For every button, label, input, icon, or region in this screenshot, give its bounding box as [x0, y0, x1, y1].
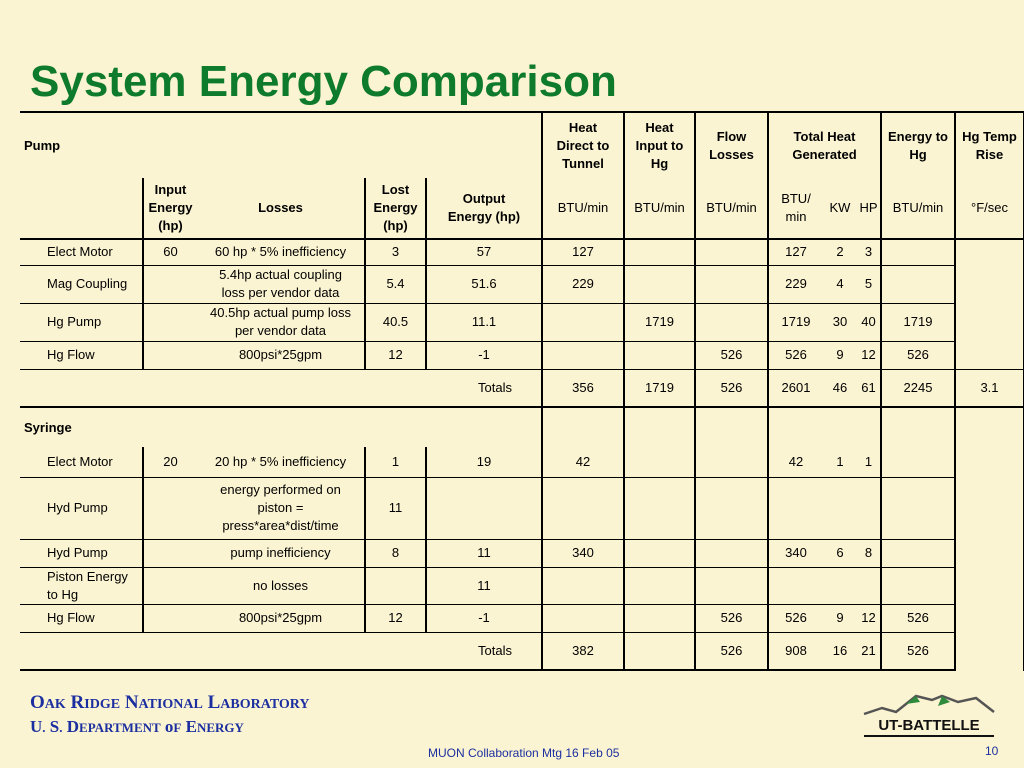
total-hp-value: 40: [857, 303, 881, 341]
heat-direct-value: [542, 477, 624, 539]
losses-note: [197, 477, 365, 539]
table-row: [20, 539, 1024, 567]
total-btu-value: 127: [768, 239, 823, 265]
cell-line: 40.5hp actual pump loss: [210, 305, 351, 320]
table-row: [20, 407, 1024, 447]
org-line: OAK RIDGE NATIONAL LABORATORY: [30, 692, 310, 713]
losses-note: [197, 539, 365, 567]
total-btu-value: [768, 477, 823, 539]
ut-battelle-logo: [858, 692, 1000, 738]
output-energy-value: 11: [426, 539, 542, 567]
heat-direct-value: 127: [542, 239, 624, 265]
total-hp-value: [857, 567, 881, 604]
flow-losses-value: 526: [695, 604, 768, 632]
heat-input-value: 1719: [624, 303, 695, 341]
energy-comparison-table: [20, 111, 1024, 671]
heat-input-header: [624, 112, 695, 178]
hg-temp-value: [955, 239, 1024, 369]
cell-line: no losses: [253, 577, 308, 593]
flow-losses-value: [695, 567, 768, 604]
lost-energy-header: [365, 178, 426, 239]
output-energy-value: -1: [426, 341, 542, 369]
total-hp-value: 12: [857, 604, 881, 632]
row-name: Piston Energy to Hg: [20, 567, 143, 604]
losses-note: [197, 447, 365, 477]
table-cell: [881, 407, 955, 447]
unit-label: BTU/min: [542, 178, 624, 239]
heat-input-total: 1719: [624, 369, 695, 407]
energy-to-hg-value: 1719: [881, 303, 955, 341]
input-energy-value: [143, 477, 197, 539]
cell-line: min: [785, 209, 807, 224]
heat-input-value: [624, 239, 695, 265]
total-kw-value: 1: [836, 453, 844, 469]
cell-line: Total Heat: [793, 128, 856, 144]
energy-to-hg-value: [881, 265, 955, 303]
lost-energy-value: 11: [365, 477, 426, 539]
heat-direct-value: [542, 567, 624, 604]
cell-line: Flow: [716, 128, 747, 144]
cell-line: 5.4hp actual coupling: [219, 267, 342, 282]
total-kw-total: 16: [823, 632, 857, 670]
total-btu-value: [768, 567, 823, 604]
cell-line: Heat: [645, 119, 674, 135]
row-name: Hg Flow: [20, 341, 143, 369]
heat-input-value: [624, 539, 695, 567]
output-energy-value: 51.6: [426, 265, 542, 303]
totals-label: Totals: [20, 369, 542, 407]
heat-direct-value: 340: [542, 539, 624, 567]
cell-line: Lost: [381, 182, 410, 197]
losses-note: [197, 239, 365, 265]
cell-line: energy performed on: [220, 482, 341, 497]
input-energy-value: [143, 604, 197, 632]
total-btu-value: 526: [768, 341, 823, 369]
input-energy-value: [143, 539, 197, 567]
heat-direct-total: 382: [542, 632, 624, 670]
cell-line: per vendor data: [234, 323, 327, 338]
row-name: Elect Motor: [47, 453, 113, 469]
row-name: Elect Motor: [20, 239, 143, 265]
cell-line: Rise: [975, 146, 1004, 162]
heat-direct-value: [542, 341, 624, 369]
cell-line: Input to: [635, 137, 684, 153]
energy-to-hg-value: 526: [881, 341, 955, 369]
row-name: Hyd Pump: [20, 539, 143, 567]
heat-input-value: [624, 567, 695, 604]
cell-line: BTU/: [781, 191, 811, 206]
cell-line: Generated: [792, 146, 857, 162]
lost-energy-value: 12: [365, 341, 426, 369]
total-kw-value: 9: [823, 604, 857, 632]
slide-number: 10: [985, 744, 999, 758]
cell-line: (hp): [158, 218, 183, 233]
cell-line: Energy (hp): [447, 209, 521, 224]
flow-losses-total: 526: [695, 632, 768, 670]
pump-header: Pump: [20, 112, 542, 178]
row-name: Hg Pump: [20, 303, 143, 341]
total-kw-value: 30: [823, 303, 857, 341]
input-energy-value: [143, 341, 197, 369]
cell-line: 800psi*25gpm: [238, 347, 323, 362]
table-row: [20, 239, 1024, 265]
syringe-section-label: Syringe: [20, 407, 542, 447]
total-btu-total: 2601: [768, 369, 823, 407]
lost-energy-value: [365, 567, 426, 604]
total-hp-value: 3: [857, 239, 881, 265]
heat-input-value: [624, 341, 695, 369]
total-hp-value: 8: [857, 539, 881, 567]
output-energy-header: [426, 178, 542, 239]
lab-name: [30, 692, 310, 739]
energy-to-hg-value: 526: [881, 604, 955, 632]
table-cell: [542, 407, 624, 447]
flow-losses-value: 526: [695, 341, 768, 369]
flow-losses-value: [695, 477, 768, 539]
losses-note: [197, 303, 365, 341]
heat-direct-value: 229: [542, 265, 624, 303]
table-cell: [20, 178, 143, 239]
heat-input-value: [624, 447, 695, 477]
cell-line: pump inefficiency: [230, 545, 331, 560]
lost-energy-value: 8: [365, 539, 426, 567]
cell-line: Direct to: [556, 137, 610, 153]
flow-losses-value: [695, 539, 768, 567]
table-cell: [955, 407, 1024, 670]
heat-input-value: [624, 265, 695, 303]
output-energy-value: 11.1: [426, 303, 542, 341]
input-energy-value: [143, 265, 197, 303]
cell-line: press*area*dist/time: [222, 518, 339, 533]
losses-note: [197, 567, 365, 604]
total-kw-value: 2: [823, 239, 857, 265]
energy-to-hg-total: 526: [881, 632, 955, 670]
row-name: Hyd Pump: [20, 477, 143, 539]
cell-line: Hg Temp: [962, 128, 1017, 144]
cell-line: Input: [154, 182, 187, 197]
unit-label: HP: [859, 200, 878, 215]
energy-to-hg-value: [881, 567, 955, 604]
cell-line: Losses: [709, 146, 754, 162]
dept-line: U. S. DEPARTMENT oF ENERGY: [30, 717, 244, 736]
cell-line: Heat: [568, 119, 598, 135]
cell-line: 800psi*25gpm: [238, 610, 323, 625]
total-hp-total: 61: [857, 369, 881, 407]
unit-label: BTU/min: [695, 178, 768, 239]
lost-energy-value: 1: [365, 447, 426, 477]
unit-label: °F/sec: [955, 178, 1024, 239]
lost-energy-value: 5.4: [365, 265, 426, 303]
total-kw-value: 4: [823, 265, 857, 303]
losses-header: Losses: [258, 200, 303, 215]
total-btu-value: 1719: [768, 303, 823, 341]
total-btu-value: 526: [768, 604, 823, 632]
output-energy-value: [426, 477, 542, 539]
input-energy-header: [143, 178, 197, 239]
cell-line: 20 hp * 5% inefficiency: [214, 453, 347, 469]
heat-direct-value: 42: [542, 447, 624, 477]
cell-line: Energy: [373, 200, 418, 215]
total-hp-value: [857, 477, 881, 539]
totals-label: Totals: [20, 632, 542, 670]
losses-note: [197, 341, 365, 369]
heat-input-total: [624, 632, 695, 670]
cell-line: Output: [462, 191, 506, 206]
total-heat-header: [768, 112, 881, 178]
slide-title: System Energy Comparison: [30, 57, 617, 106]
unit-label: KW: [829, 200, 851, 215]
heat-input-value: [624, 604, 695, 632]
output-energy-value: 19: [426, 447, 542, 477]
losses-note: [197, 604, 365, 632]
hg-temp-header: [955, 112, 1024, 178]
output-energy-value: 11: [426, 567, 542, 604]
cell-line: Hg: [909, 146, 927, 162]
unit-label: BTU/min: [881, 178, 955, 239]
flow-losses-value: [695, 447, 768, 477]
table-row: [20, 369, 1024, 407]
energy-to-hg-header: [881, 112, 955, 178]
total-kw-value: [823, 477, 857, 539]
cell-line: 60 hp * 5% inefficiency: [214, 244, 347, 260]
unit-label: BTU/min: [624, 178, 695, 239]
table-row: [20, 447, 1024, 477]
energy-to-hg-total: 2245: [881, 369, 955, 407]
cell-line: piston =: [257, 500, 304, 515]
total-btu-value: 340: [768, 539, 823, 567]
flow-losses-value: [695, 265, 768, 303]
energy-to-hg-value: [881, 477, 955, 539]
table-row: [20, 477, 1024, 539]
total-btu-value: 229: [768, 265, 823, 303]
cell-line: (hp): [383, 218, 408, 233]
input-energy-value: [143, 303, 197, 341]
flow-losses-value: [695, 239, 768, 265]
total-btu-total: 908: [768, 632, 823, 670]
output-energy-value: 57: [426, 239, 542, 265]
output-energy-value: -1: [426, 604, 542, 632]
cell-line: Tunnel: [562, 155, 604, 171]
table-row: [20, 265, 1024, 303]
logo-wordmark: UT-BATTELLE: [878, 717, 980, 734]
lost-energy-value: 12: [365, 604, 426, 632]
cell-line: Energy: [148, 200, 193, 215]
table-row: [20, 303, 1024, 341]
heat-direct-header: [542, 112, 624, 178]
row-name: Hg Flow: [20, 604, 143, 632]
table-row: [20, 632, 1024, 670]
table-row: [20, 341, 1024, 369]
lost-energy-value: 40.5: [365, 303, 426, 341]
table-row: [20, 112, 1024, 178]
total-kw-value: [823, 567, 857, 604]
total-btu-value: 42: [768, 447, 823, 477]
energy-to-hg-value: [881, 239, 955, 265]
total-hp-value: 5: [857, 265, 881, 303]
flow-losses-header: [695, 112, 768, 178]
heat-direct-value: [542, 604, 624, 632]
total-hp-total: 21: [857, 632, 881, 670]
input-energy-value: 20: [143, 447, 197, 477]
total-kw-value: 6: [823, 539, 857, 567]
hg-temp-total: 3.1: [955, 369, 1024, 407]
input-energy-value: 60: [143, 239, 197, 265]
input-energy-value: [143, 567, 197, 604]
table-row: [20, 178, 1024, 239]
energy-to-hg-value: [881, 447, 955, 477]
heat-direct-total: 356: [542, 369, 624, 407]
table-cell: [695, 407, 768, 447]
flow-losses-value: [695, 303, 768, 341]
total-hp-value: 1: [864, 453, 873, 469]
total-kw-value: 9: [823, 341, 857, 369]
table-cell: [768, 407, 881, 447]
table-row: [20, 567, 1024, 604]
losses-note: [197, 265, 365, 303]
lost-energy-value: 3: [365, 239, 426, 265]
row-name: Mag Coupling: [20, 265, 143, 303]
flow-losses-total: 526: [695, 369, 768, 407]
meeting-caption: MUON Collaboration Mtg 16 Feb 05: [428, 746, 620, 760]
total-kw-total: 46: [823, 369, 857, 407]
table-row: [20, 604, 1024, 632]
heat-direct-value: [542, 303, 624, 341]
unit-label: [768, 178, 823, 239]
heat-input-value: [624, 477, 695, 539]
total-hp-value: 12: [857, 341, 881, 369]
table-cell: [624, 407, 695, 447]
cell-line: Energy to: [888, 128, 948, 144]
energy-to-hg-value: [881, 539, 955, 567]
cell-line: loss per vendor data: [221, 285, 340, 300]
cell-line: Hg: [650, 155, 669, 171]
